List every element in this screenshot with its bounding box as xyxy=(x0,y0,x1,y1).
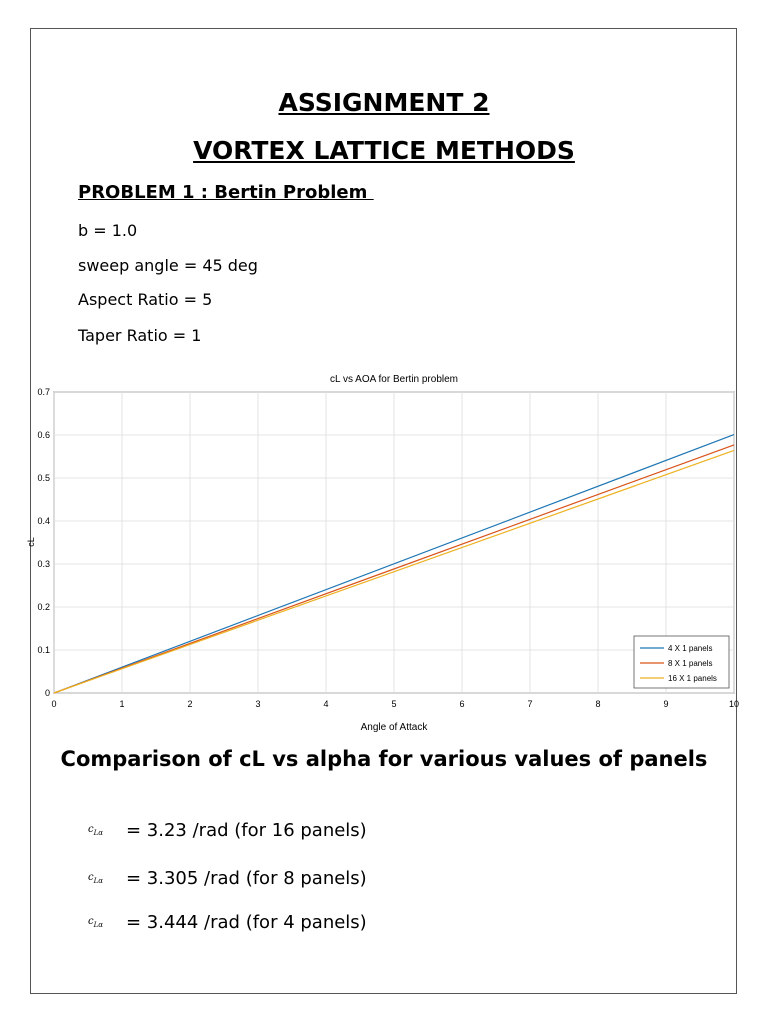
cl-alpha-symbol: $c_{L\alpha}$ xyxy=(88,916,103,929)
y-tick-label: 0 xyxy=(44,688,50,698)
legend xyxy=(634,636,729,688)
result-8-panels xyxy=(88,868,367,889)
legend-label: 4 X 1 panels xyxy=(668,644,713,653)
y-tick-label: 0.4 xyxy=(37,516,50,526)
result-text: = 3.23 /rad (for 16 panels) xyxy=(126,820,367,841)
x-tick-label: 3 xyxy=(255,699,261,709)
y-tick-label: 0.1 xyxy=(37,645,50,655)
x-tick-label: 9 xyxy=(663,699,669,709)
result-text: = 3.305 /rad (for 8 panels) xyxy=(126,868,367,889)
x-tick-label: 10 xyxy=(728,699,740,709)
x-tick-label: 0 xyxy=(51,699,57,709)
param-sweep: sweep angle = 45 deg xyxy=(78,256,258,275)
result-16-panels xyxy=(88,820,367,841)
x-tick-label: 7 xyxy=(527,699,533,709)
assignment-title: ASSIGNMENT 2 xyxy=(278,88,490,117)
cl-alpha-symbol: $c_{L\alpha}$ xyxy=(88,824,103,837)
param-taper-ratio: Taper Ratio = 1 xyxy=(78,326,202,345)
y-tick-label: 0.2 xyxy=(37,602,50,612)
legend-label: 8 X 1 panels xyxy=(668,659,713,668)
x-axis-label: Angle of Attack xyxy=(360,722,428,733)
x-tick-label: 2 xyxy=(187,699,193,709)
cl-alpha-symbol: $c_{L\alpha}$ xyxy=(88,872,103,885)
y-tick-label: 0.7 xyxy=(37,387,50,397)
x-tick-label: 1 xyxy=(119,699,125,709)
param-span: b = 1.0 xyxy=(78,221,138,240)
chart-caption: Comparison of cL vs alpha for various values of panels xyxy=(60,747,708,771)
x-tick-label: 8 xyxy=(595,699,601,709)
x-tick-label: 4 xyxy=(323,699,329,709)
chart-title: cL vs AOA for Bertin problem xyxy=(329,374,459,385)
legend-label: 16 X 1 panels xyxy=(668,674,717,683)
x-tick-label: 5 xyxy=(391,699,397,709)
y-tick-label: 0.6 xyxy=(37,430,50,440)
param-aspect-ratio: Aspect Ratio = 5 xyxy=(78,290,213,309)
y-tick-label: 0.5 xyxy=(37,473,50,483)
cl-vs-aoa-chart xyxy=(28,366,744,736)
result-text: = 3.444 /rad (for 4 panels) xyxy=(126,912,367,933)
y-axis-label: cL xyxy=(26,537,36,547)
section-title: VORTEX LATTICE METHODS xyxy=(193,136,575,165)
result-4-panels xyxy=(88,912,367,933)
x-tick-label: 6 xyxy=(459,699,465,709)
problem-heading: PROBLEM 1 : Bertin Problem xyxy=(78,182,374,203)
y-tick-label: 0.3 xyxy=(37,559,50,569)
